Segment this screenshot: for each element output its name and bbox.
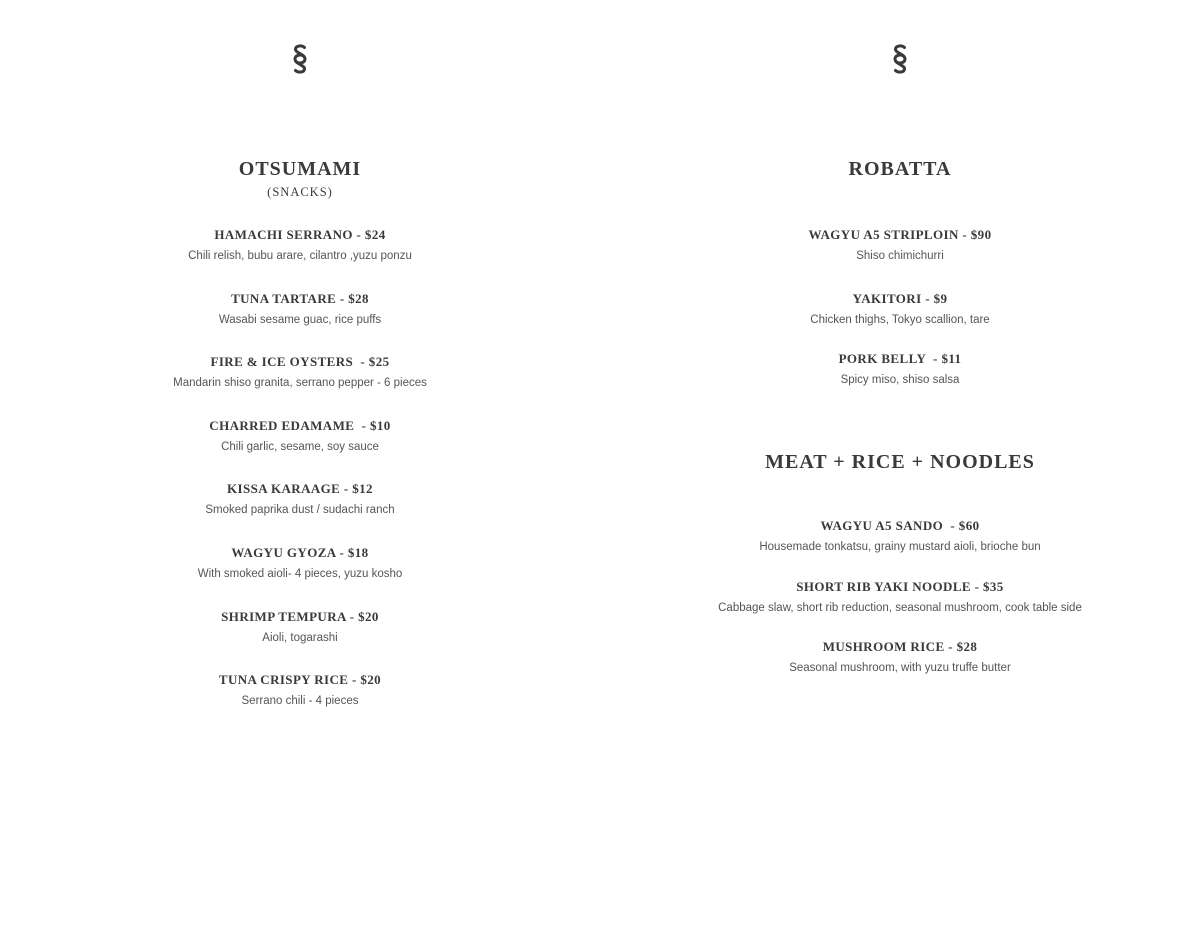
menu-item-description: Chili garlic, sesame, soy sauce — [221, 441, 379, 453]
menu-item-description: Cabbage slaw, short rib reduction, seasonal mushroom, cook table side — [718, 602, 1082, 614]
menu-item — [0, 354, 600, 391]
menu-item-name: TUNA TARTARE - $28 — [231, 291, 369, 306]
section-mark-logo-icon — [0, 44, 600, 80]
menu-item — [600, 351, 1200, 388]
menu-item-name: WAGYU GYOZA - $18 — [231, 545, 369, 560]
menu-item — [0, 291, 600, 328]
menu-item — [600, 579, 1200, 616]
menu-item-name: HAMACHI SERRANO - $24 — [214, 227, 386, 242]
menu-item-description: Aioli, togarashi — [262, 632, 338, 644]
menu-item-name: KISSA KARAAGE - $12 — [227, 481, 373, 496]
menu-item-description: Housemade tonkatsu, grainy mustard aioli, brioche bun — [759, 541, 1041, 553]
menu-item — [600, 227, 1200, 264]
menu-item-description: Chili relish, bubu arare, cilantro ,yuzu ponzu — [188, 250, 412, 262]
menu-item — [0, 672, 600, 709]
menu-item-description: Chicken thighs, Tokyo scallion, tare — [810, 314, 990, 326]
menu-item-name: PORK BELLY - $11 — [838, 351, 962, 366]
menu-item — [0, 481, 600, 518]
menu-item — [0, 609, 600, 646]
menu-item-description: Mandarin shiso granita, serrano pepper - 6 pieces — [173, 377, 427, 389]
menu-item-name: CHARRED EDAMAME - $10 — [209, 418, 391, 433]
otsumami-subheading: (SNACKS) — [267, 185, 333, 199]
menu-item — [600, 291, 1200, 328]
section-mark-logo-icon — [600, 44, 1200, 80]
robatta-heading: ROBATTA — [848, 158, 952, 180]
menu-item — [0, 418, 600, 455]
menu-page-right — [600, 0, 1200, 927]
menu-item — [0, 545, 600, 582]
menu-item-name: TUNA CRISPY RICE - $20 — [218, 672, 382, 687]
menu-item — [0, 227, 600, 264]
menu-item-name: FIRE & ICE OYSTERS - $25 — [210, 354, 390, 369]
menu-item-name: WAGYU A5 STRIPLOIN - $90 — [808, 227, 992, 242]
menu-item — [600, 518, 1200, 555]
menu-item-description: Shiso chimichurri — [856, 250, 944, 262]
menu-item-name: YAKITORI - $9 — [852, 291, 948, 306]
menu-item-description: Spicy miso, shiso salsa — [840, 374, 960, 386]
menu-item — [600, 639, 1200, 676]
menu-item-description: Serrano chili - 4 pieces — [241, 695, 359, 707]
menu-item-description: With smoked aioli- 4 pieces, yuzu kosho — [197, 568, 403, 580]
menu-item-description: Seasonal mushroom, with yuzu truffe butter — [789, 662, 1011, 674]
menu-item-description: Smoked paprika dust / sudachi ranch — [205, 504, 395, 516]
menu-item-description: Wasabi sesame guac, rice puffs — [218, 314, 382, 326]
menu-item-name: SHORT RIB YAKI NOODLE - $35 — [796, 579, 1004, 594]
menu-item-name: WAGYU A5 SANDO - $60 — [820, 518, 980, 533]
menu-item-name: SHRIMP TEMPURA - $20 — [221, 609, 379, 624]
otsumami-heading: OTSUMAMI — [238, 158, 362, 180]
menu-item-name: MUSHROOM RICE - $28 — [822, 639, 978, 654]
meat-rice-noodles-heading: MEAT + RICE + NOODLES — [765, 451, 1035, 473]
